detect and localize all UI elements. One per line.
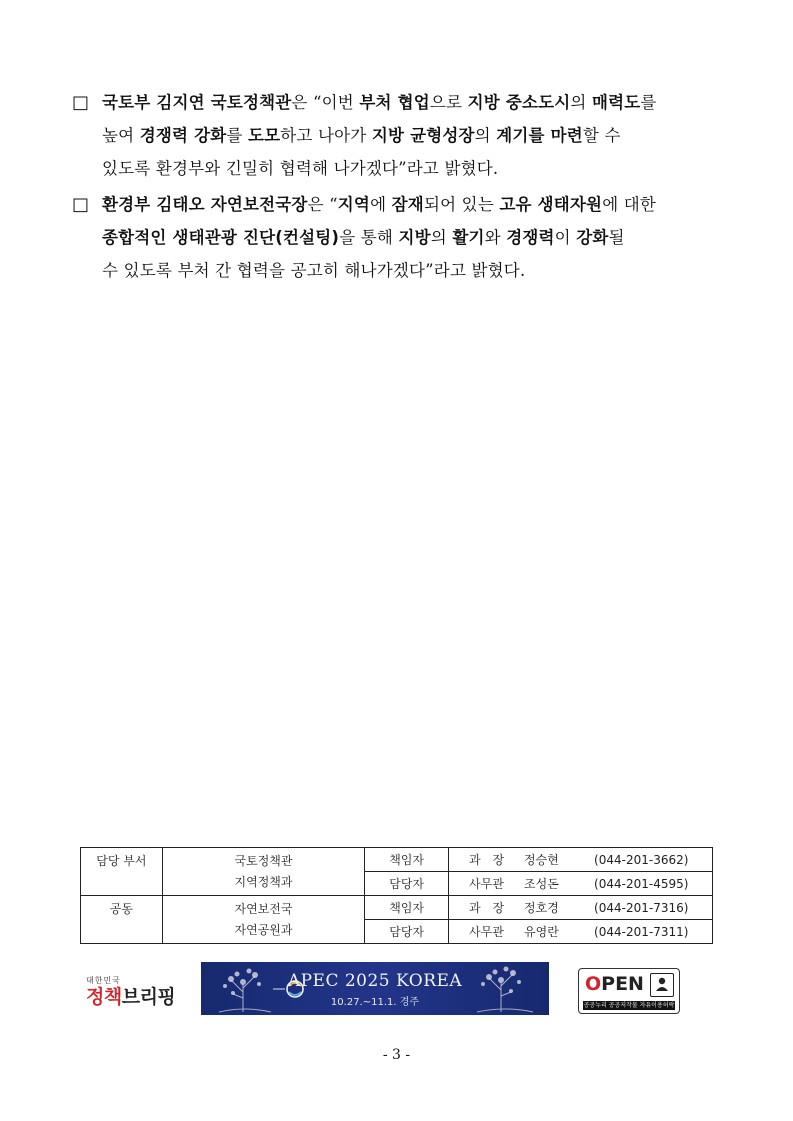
org-line: 지역정책과 [234,874,293,889]
emphasis-text: 환경부 김태오 자연보전국장 [102,195,308,214]
body-text: 으로 [429,93,468,112]
apec-banner[interactable] [201,962,549,1015]
paragraph-2 [72,188,722,287]
emphasis-text: 강화 [576,228,609,247]
contact-table [80,847,713,944]
body-text: 의 [430,228,453,247]
emphasis-text: 잠재 [391,195,424,214]
position: 사무관 [469,877,504,891]
emphasis-text: 활기 [452,228,485,247]
emphasis-text: 국토부 김지연 국토정책관 [102,93,292,112]
emphasis-text: 매력도 [592,93,641,112]
body-text: 와 [484,228,507,247]
emphasis-text: 부처 협업 [359,93,430,112]
body-text: 은 “이번 [291,93,360,112]
table-row [81,848,713,872]
kogl-open-logo[interactable] [578,968,680,1014]
emphasis-text: 종합적인 생태관광 진단(컨설팅) [102,228,340,247]
org-name [162,896,364,944]
dept-label: 담당 부서 [81,848,163,896]
org-line: 자연보전국 [234,901,293,916]
emphasis-text: 경쟁력 [506,228,555,247]
emphasis-text: 고유 생태자원 [499,195,603,214]
body-text: 에 [370,195,392,214]
role-cell: 책임자 [365,848,449,872]
body-text: 를 [640,93,657,112]
body-text: 높여 [102,126,140,145]
logo-big-text: 정책브리핑 [86,986,176,1008]
phone-number: (044-201-3662) [594,853,689,867]
body-text: 될 [608,228,625,247]
phone-number: (044-201-7311) [594,925,689,939]
person-name: 조성돈 [524,877,559,891]
emphasis-text: 도모 [247,126,281,145]
paragraph-line [72,119,722,152]
paragraph-line [72,86,722,119]
org-name [162,848,364,896]
emphasis-text: 지방 [398,228,431,247]
body-text: 를 [226,126,248,145]
paragraph-line [72,254,722,287]
body-text: 수 있도록 부처 간 협력을 공고히 해나가겠다”라고 밝혔다. [102,261,526,280]
checkbox-bullet: □ [72,92,90,113]
policy-briefing-logo[interactable] [86,975,176,1017]
emphasis-text: 경쟁력 강화 [139,126,227,145]
paragraph-line [72,152,722,185]
checkbox-bullet: □ [72,194,90,215]
paragraph-line [72,188,722,221]
person-cell [449,848,713,872]
role-cell: 책임자 [365,896,449,920]
open-wordmark: OPEN [585,973,644,995]
body-text: 할 수 [582,126,621,145]
body-text: 있도록 환경부와 긴밀히 협력해 나가겠다”라고 밝혔다. [102,159,499,178]
body-text: 의 [474,126,497,145]
body-text: 은 “ [307,195,338,214]
apec-dates: 10.27.~11.1. 경주 [330,997,420,1008]
body-text: 하고 나아가 [280,126,372,145]
body-text: 되어 있는 [423,195,500,214]
paragraph-1 [72,86,722,185]
role-cell: 담당자 [365,920,449,944]
paragraph-line [72,221,722,254]
role-cell: 담당자 [365,872,449,896]
attribution-person-icon [650,973,674,997]
emphasis-text: 지방 균형성장 [371,126,475,145]
person-name: 정승현 [524,853,559,867]
tree-illustration-right [475,962,535,1015]
emphasis-text: 지방 중소도시 [467,93,571,112]
person-name: 정호경 [524,901,559,915]
person-name: 유영란 [524,925,559,939]
emphasis-text: 지역 [337,195,371,214]
table-row [81,896,713,920]
position: 과 장 [469,853,505,867]
body-text: 에 대한 [602,195,657,214]
page-number: - 3 - [382,1047,411,1063]
body-text: 을 통해 [339,228,399,247]
body-text: 이 [554,228,577,247]
person-cell [449,872,713,896]
org-line: 자연공원과 [234,922,293,937]
phone-number: (044-201-4595) [594,877,689,891]
emphasis-text: 계기를 마련 [496,126,583,145]
phone-number: (044-201-7316) [594,901,689,915]
logo-small-text: 대한민국 [86,976,121,985]
position: 사무관 [469,925,504,939]
org-line: 국토정책관 [234,853,293,868]
dept-label: 공동 [81,896,163,944]
position: 과 장 [469,901,505,915]
body-text: 의 [570,93,592,112]
kogl-strip-text: 공공누리 공공저작물 자유이용허락 [583,1002,675,1009]
person-cell [449,920,713,944]
person-cell [449,896,713,920]
apec-title: APEC 2025 KOREA [287,971,463,991]
